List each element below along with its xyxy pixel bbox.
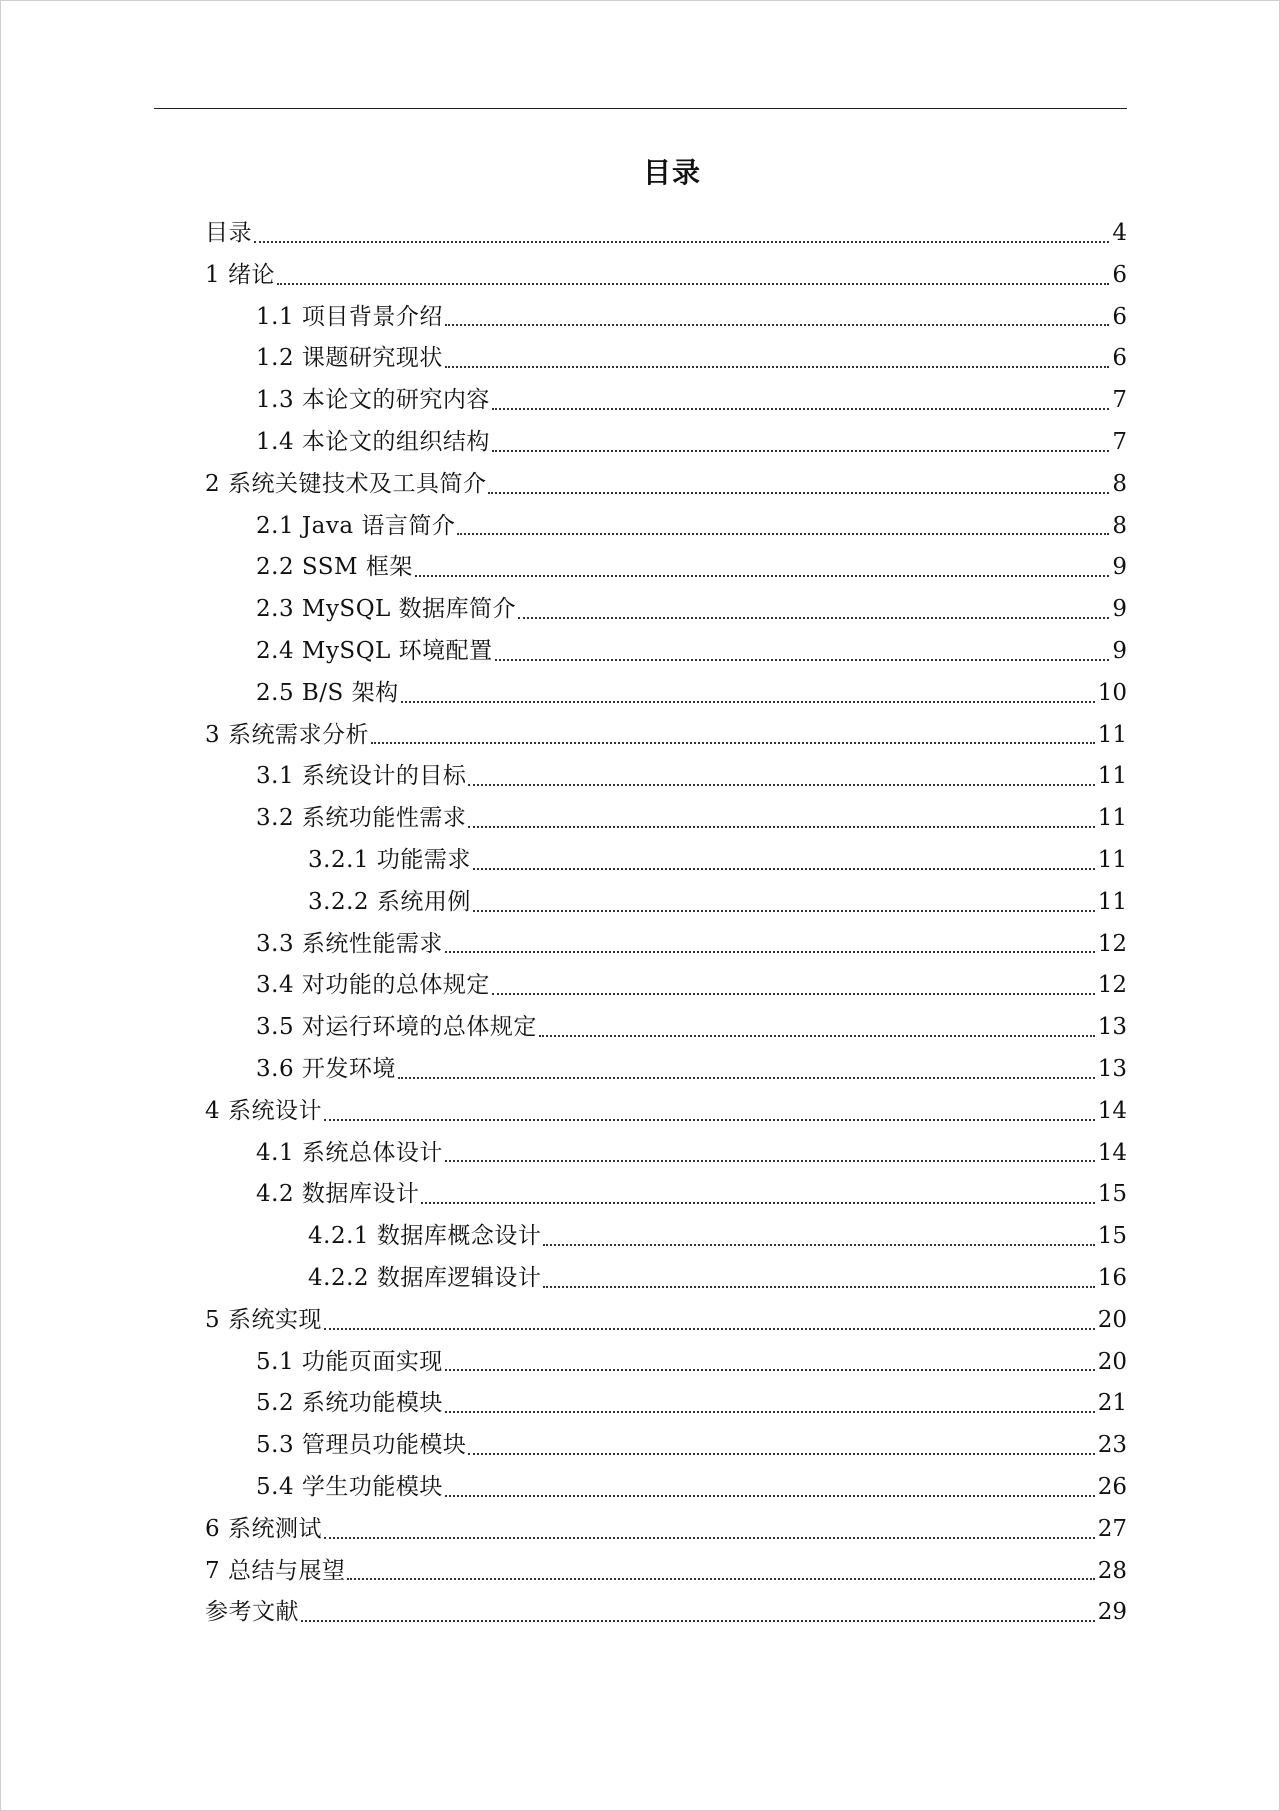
toc-entry-page-number: 10 — [1097, 679, 1127, 706]
toc-entry-label: 3.4 对功能的总体规定 — [256, 972, 490, 999]
toc-dot-leader — [371, 742, 1095, 744]
toc-entry-page-number: 21 — [1097, 1390, 1127, 1417]
toc-entry[interactable] — [205, 1592, 1127, 1634]
toc-entry-page-number: 27 — [1097, 1515, 1127, 1542]
toc-dot-leader — [473, 868, 1095, 870]
toc-entry[interactable] — [205, 589, 1127, 631]
toc-dot-leader — [301, 1620, 1095, 1622]
toc-entry[interactable] — [205, 1007, 1127, 1049]
toc-entry-page-number: 14 — [1097, 1139, 1127, 1166]
toc-dot-leader — [495, 659, 1110, 661]
toc-entry-label: 2.4 MySQL 环境配置 — [256, 637, 493, 664]
toc-dot-leader — [492, 993, 1095, 995]
toc-entry[interactable] — [205, 464, 1127, 506]
toc-entry[interactable] — [205, 1258, 1127, 1300]
toc-dot-leader — [539, 1035, 1095, 1037]
toc-entry-page-number: 12 — [1097, 972, 1127, 999]
toc-entry[interactable] — [205, 1300, 1127, 1342]
toc-entry-page-number: 20 — [1097, 1306, 1127, 1333]
toc-entry[interactable] — [205, 1509, 1127, 1551]
toc-entry-page-number: 9 — [1112, 637, 1127, 664]
toc-dot-leader — [445, 1160, 1095, 1162]
toc-entry[interactable] — [205, 1091, 1127, 1133]
toc-dot-leader — [324, 1119, 1095, 1121]
toc-entry-page-number: 15 — [1097, 1223, 1127, 1250]
toc-entry[interactable] — [205, 422, 1127, 464]
toc-dot-leader — [492, 450, 1109, 452]
toc-entry-label: 4.2 数据库设计 — [256, 1181, 420, 1208]
toc-entry-page-number: 29 — [1097, 1599, 1127, 1626]
toc-entry-label: 5 系统实现 — [205, 1306, 322, 1333]
toc-dot-leader — [445, 324, 1109, 326]
toc-entry-label: 3.2.1 功能需求 — [308, 846, 471, 873]
toc-entry[interactable] — [205, 1425, 1127, 1467]
toc-entry-label: 4.1 系统总体设计 — [256, 1139, 443, 1166]
toc-entry[interactable] — [205, 213, 1127, 255]
toc-entry-page-number: 11 — [1097, 805, 1127, 832]
toc-list — [205, 213, 1127, 1634]
toc-entry[interactable] — [205, 255, 1127, 297]
toc-entry[interactable] — [205, 547, 1127, 589]
toc-entry-label: 2.3 MySQL 数据库简介 — [256, 596, 517, 623]
toc-entry-page-number: 8 — [1112, 470, 1127, 497]
toc-entry-label: 1.3 本论文的研究内容 — [256, 387, 490, 414]
toc-entry-label: 4 系统设计 — [205, 1097, 322, 1124]
toc-entry[interactable] — [205, 1467, 1127, 1509]
toc-entry-page-number: 11 — [1097, 846, 1127, 873]
toc-dot-leader — [488, 492, 1109, 494]
toc-entry-page-number: 6 — [1112, 261, 1127, 288]
toc-dot-leader — [324, 1328, 1095, 1330]
toc-entry-page-number: 15 — [1097, 1181, 1127, 1208]
toc-entry-page-number: 6 — [1112, 303, 1127, 330]
header-rule — [154, 108, 1127, 109]
toc-dot-leader — [277, 283, 1109, 285]
toc-entry[interactable] — [205, 756, 1127, 798]
toc-entry[interactable] — [205, 715, 1127, 757]
toc-entry-label: 3.1 系统设计的目标 — [256, 763, 467, 790]
toc-entry-label: 5.3 管理员功能模块 — [256, 1432, 467, 1459]
toc-entry-label: 3.2.2 系统用例 — [308, 888, 471, 915]
toc-entry-label: 7 总结与展望 — [205, 1557, 346, 1584]
toc-entry-label: 3.3 系统性能需求 — [256, 930, 443, 957]
toc-entry-page-number: 23 — [1097, 1432, 1127, 1459]
toc-dot-leader — [254, 241, 1109, 243]
toc-entry-page-number: 7 — [1112, 428, 1127, 455]
toc-entry-page-number: 20 — [1097, 1348, 1127, 1375]
toc-dot-leader — [445, 951, 1095, 953]
toc-dot-leader — [457, 533, 1109, 535]
toc-entry-page-number: 16 — [1097, 1264, 1127, 1291]
toc-entry-page-number: 12 — [1097, 930, 1127, 957]
toc-entry-page-number: 9 — [1112, 596, 1127, 623]
toc-entry-page-number: 11 — [1097, 763, 1127, 790]
toc-title: 目录 — [642, 156, 701, 189]
toc-dot-leader — [445, 366, 1109, 368]
toc-dot-leader — [347, 1578, 1094, 1580]
toc-dot-leader — [324, 1537, 1095, 1539]
toc-entry-label: 3 系统需求分析 — [205, 721, 369, 748]
toc-entry-page-number: 7 — [1112, 387, 1127, 414]
toc-entry[interactable] — [205, 798, 1127, 840]
toc-entry[interactable] — [205, 1383, 1127, 1425]
toc-entry[interactable] — [205, 1174, 1127, 1216]
toc-entry[interactable] — [205, 1133, 1127, 1175]
toc-entry[interactable] — [205, 1216, 1127, 1258]
toc-dot-leader — [518, 617, 1109, 619]
toc-entry-label: 4.2.1 数据库概念设计 — [308, 1223, 542, 1250]
toc-entry[interactable] — [205, 840, 1127, 882]
toc-entry-page-number: 13 — [1097, 1055, 1127, 1082]
toc-dot-leader — [468, 784, 1094, 786]
toc-entry[interactable] — [205, 338, 1127, 380]
toc-entry-label: 3.5 对运行环境的总体规定 — [256, 1014, 537, 1041]
toc-dot-leader — [445, 1495, 1095, 1497]
toc-entry[interactable] — [205, 882, 1127, 924]
toc-entry[interactable] — [205, 1049, 1127, 1091]
toc-entry-label: 1.1 项目背景介绍 — [256, 303, 443, 330]
toc-dot-leader — [543, 1286, 1094, 1288]
toc-entry-label: 1.4 本论文的组织结构 — [256, 428, 490, 455]
toc-entry-label: 4.2.2 数据库逻辑设计 — [308, 1264, 542, 1291]
toc-entry-label: 2.2 SSM 框架 — [256, 554, 413, 581]
toc-entry-page-number: 8 — [1112, 512, 1127, 539]
toc-entry-page-number: 14 — [1097, 1097, 1127, 1124]
toc-entry-label: 2 系统关键技术及工具简介 — [205, 470, 487, 497]
toc-dot-leader — [445, 1411, 1095, 1413]
toc-entry-label: 1.2 课题研究现状 — [256, 345, 443, 372]
toc-entry[interactable] — [205, 1342, 1127, 1384]
toc-entry-page-number: 28 — [1097, 1557, 1127, 1584]
toc-dot-leader — [473, 910, 1095, 912]
toc-entry-label: 5.4 学生功能模块 — [256, 1473, 443, 1500]
toc-entry-label: 目录 — [205, 220, 252, 246]
toc-dot-leader — [415, 575, 1110, 577]
toc-entry-label: 5.2 系统功能模块 — [256, 1390, 443, 1417]
toc-entry[interactable] — [205, 506, 1127, 548]
toc-entry-page-number: 26 — [1097, 1473, 1127, 1500]
toc-dot-leader — [398, 1077, 1095, 1079]
toc-dot-leader — [468, 1453, 1094, 1455]
toc-entry-label: 3.6 开发环境 — [256, 1055, 396, 1082]
toc-dot-leader — [445, 1369, 1095, 1371]
toc-entry[interactable] — [205, 1551, 1127, 1593]
toc-entry-page-number: 6 — [1112, 345, 1127, 372]
toc-entry-page-number: 13 — [1097, 1014, 1127, 1041]
toc-entry-page-number: 9 — [1112, 554, 1127, 581]
toc-entry[interactable] — [205, 965, 1127, 1007]
toc-entry-label: 1 绪论 — [205, 261, 275, 288]
toc-entry-label: 2.5 B/S 架构 — [256, 679, 399, 706]
toc-dot-leader — [492, 408, 1109, 410]
toc-entry[interactable] — [205, 297, 1127, 339]
toc-entry-label: 参考文献 — [205, 1599, 299, 1626]
toc-entry[interactable] — [205, 380, 1127, 422]
toc-entry-label: 6 系统测试 — [205, 1515, 322, 1542]
toc-entry-label: 2.1 Java 语言简介 — [256, 512, 456, 539]
toc-entry-page-number: 11 — [1097, 888, 1127, 915]
toc-entry[interactable] — [205, 631, 1127, 673]
toc-dot-leader — [543, 1244, 1094, 1246]
toc-entry-label: 3.2 系统功能性需求 — [256, 805, 467, 832]
toc-dot-leader — [401, 701, 1095, 703]
toc-dot-leader — [421, 1202, 1094, 1204]
toc-entry[interactable] — [205, 924, 1127, 966]
toc-entry-label: 5.1 功能页面实现 — [256, 1348, 443, 1375]
toc-dot-leader — [468, 826, 1094, 828]
toc-entry-page-number: 11 — [1097, 721, 1127, 748]
toc-entry[interactable] — [205, 673, 1127, 715]
toc-entry-page-number: 4 — [1112, 220, 1127, 246]
